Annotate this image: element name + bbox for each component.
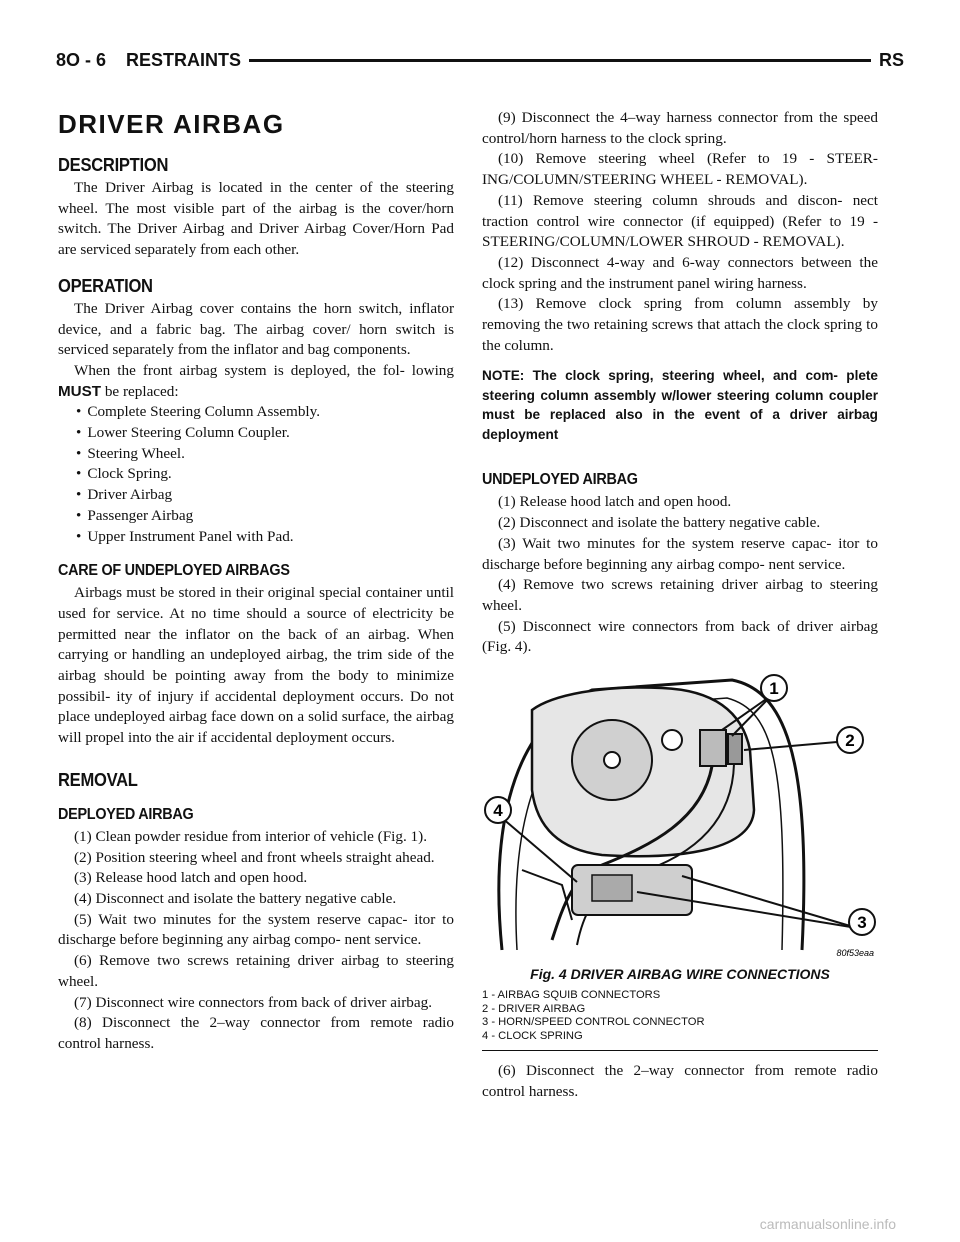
airbag-wiring-figure <box>482 670 878 960</box>
step: (3) Release hood latch and open hood. <box>74 869 308 887</box>
left-column <box>58 108 454 1055</box>
step: (7) Disconnect wire connectors from back of driver airbag. <box>74 993 433 1011</box>
step: (4) Disconnect and isolate the battery negative cable. <box>74 889 397 907</box>
figure-rule <box>482 1050 878 1051</box>
replace-list <box>58 402 454 547</box>
airbag-wiring-illustration <box>482 670 878 960</box>
deployment-note: NOTE: The clock spring, steering wheel, and com- plete steering column assembly w/lower steering column coupler must be replaced also in the event of a driver airbag deployment <box>482 368 878 442</box>
page-title: DRIVER AIRBAG <box>58 109 285 139</box>
legend-item: 3 - HORN/SPEED CONTROL CONNECTOR <box>482 1016 705 1029</box>
list-item: • Driver Airbag <box>76 485 454 506</box>
header-section-label: 8O - 6 RESTRAINTS <box>56 48 249 72</box>
header-code: RS <box>871 48 904 72</box>
step: (13) Remove clock spring from column assembly by removing the two retaining screws that attach the clock spring to the column. <box>482 295 878 354</box>
step: (8) Disconnect the 2–way connector from remote radio control harness. <box>58 1014 454 1052</box>
step: (6) Remove two screws retaining driver airbag to steering wheel. <box>58 952 454 990</box>
step: (6) Disconnect the 2–way connector from remote radio control harness. <box>482 1061 878 1100</box>
callout-3: 3 <box>857 913 867 933</box>
legend-item: 2 - DRIVER AIRBAG <box>482 1002 586 1015</box>
description-heading: DESCRIPTION <box>58 155 169 175</box>
list-item: • Steering Wheel. <box>76 444 454 465</box>
callout-1: 1 <box>769 679 779 699</box>
figure-caption: Fig. 4 DRIVER AIRBAG WIRE CONNECTIONS <box>530 966 830 983</box>
right-column <box>482 108 878 1102</box>
step: (2) Disconnect and isolate the battery negative cable. <box>498 514 821 532</box>
step: (10) Remove steering wheel (Refer to 19 - STEER- ING/COLUMN/STEERING WHEEL - REMOVAL). <box>482 150 878 189</box>
care-text: Airbags must be stored in their original special container until used for service. At no time should a source of electricity be permitted near the inflator on the back of an airbag. When carrying or handling an undeployed airbag, the trim side of the airbag should be pointing away from the body to minimize possibil- ity of injury if accidental deployment occurs. Do not place undeployed airbag face down on a solid surface, the airbag will propel into the air if accidental deployment occurs. <box>58 584 454 747</box>
watermark: carmanualsonline.info <box>759 1216 896 1232</box>
list-item: • Upper Instrument Panel with Pad. <box>76 527 454 548</box>
operation-heading: OPERATION <box>58 275 153 296</box>
list-item: • Clock Spring. <box>76 464 454 485</box>
step: (12) Disconnect 4-way and 6-way connectors between the clock spring and the instrument panel wiring harness. <box>482 253 878 292</box>
figure-code: 80f53eaa <box>836 948 874 959</box>
legend-item: 4 - CLOCK SPRING <box>482 1030 583 1043</box>
step: (9) Disconnect the 4–way harness connector from the speed control/horn harness to the clock spring. <box>482 109 878 147</box>
step: (2) Position steering wheel and front wheels straight ahead. <box>74 848 435 866</box>
description-text: The Driver Airbag is located in the center of the steering wheel. The most visible part of the airbag is the cover/horn switch. The Driver Airbag and Driver Airbag Cover/Horn Pad are serviced separately from each other. <box>58 179 454 259</box>
operation-paragraph: The Driver Airbag cover contains the horn switch, inflator device, and a fabric bag. The airbag cover/ horn switch is serviced separately from the inflator and bag components. <box>58 299 454 359</box>
care-heading: CARE OF UNDEPLOYED AIRBAGS <box>58 562 290 580</box>
removal-heading: REMOVAL <box>58 769 138 790</box>
callout-2: 2 <box>845 731 855 751</box>
list-item: • Lower Steering Column Coupler. <box>76 423 454 444</box>
step: (1) Release hood latch and open hood. <box>498 493 732 511</box>
step: (3) Wait two minutes for the system reserve capac- itor to discharge before beginning any airbag compo- nent service. <box>482 534 878 573</box>
step: (5) Disconnect wire connectors from back of driver airbag (Fig. 4). <box>482 617 878 656</box>
callout-4: 4 <box>493 801 503 821</box>
step: (11) Remove steering column shrouds and discon- nect traction control wire connector (if equipped) (Refer to 19 - STEERING/COLUMN/LOWER SHROUD - REMOVAL). <box>482 191 878 251</box>
undeployed-heading: UNDEPLOYED AIRBAG <box>482 471 638 489</box>
list-item: • Passenger Airbag <box>76 506 454 527</box>
page-header <box>56 48 904 72</box>
step: (5) Wait two minutes for the system reserve capac- itor to discharge before beginning any airbag compo- nent service. <box>58 910 454 949</box>
list-item: • Complete Steering Column Assembly. <box>76 402 454 423</box>
deployed-heading: DEPLOYED AIRBAG <box>58 805 194 823</box>
step: (1) Clean powder residue from interior of vehicle (Fig. 1). <box>74 827 427 845</box>
step: (4) Remove two screws retaining driver airbag to steering wheel. <box>482 576 878 614</box>
legend-item: 1 - AIRBAG SQUIB CONNECTORS <box>482 988 661 1001</box>
figure-legend <box>482 989 878 1044</box>
operation-replace-paragraph: When the front airbag system is deployed, the fol- lowing MUST be replaced: <box>58 361 454 400</box>
